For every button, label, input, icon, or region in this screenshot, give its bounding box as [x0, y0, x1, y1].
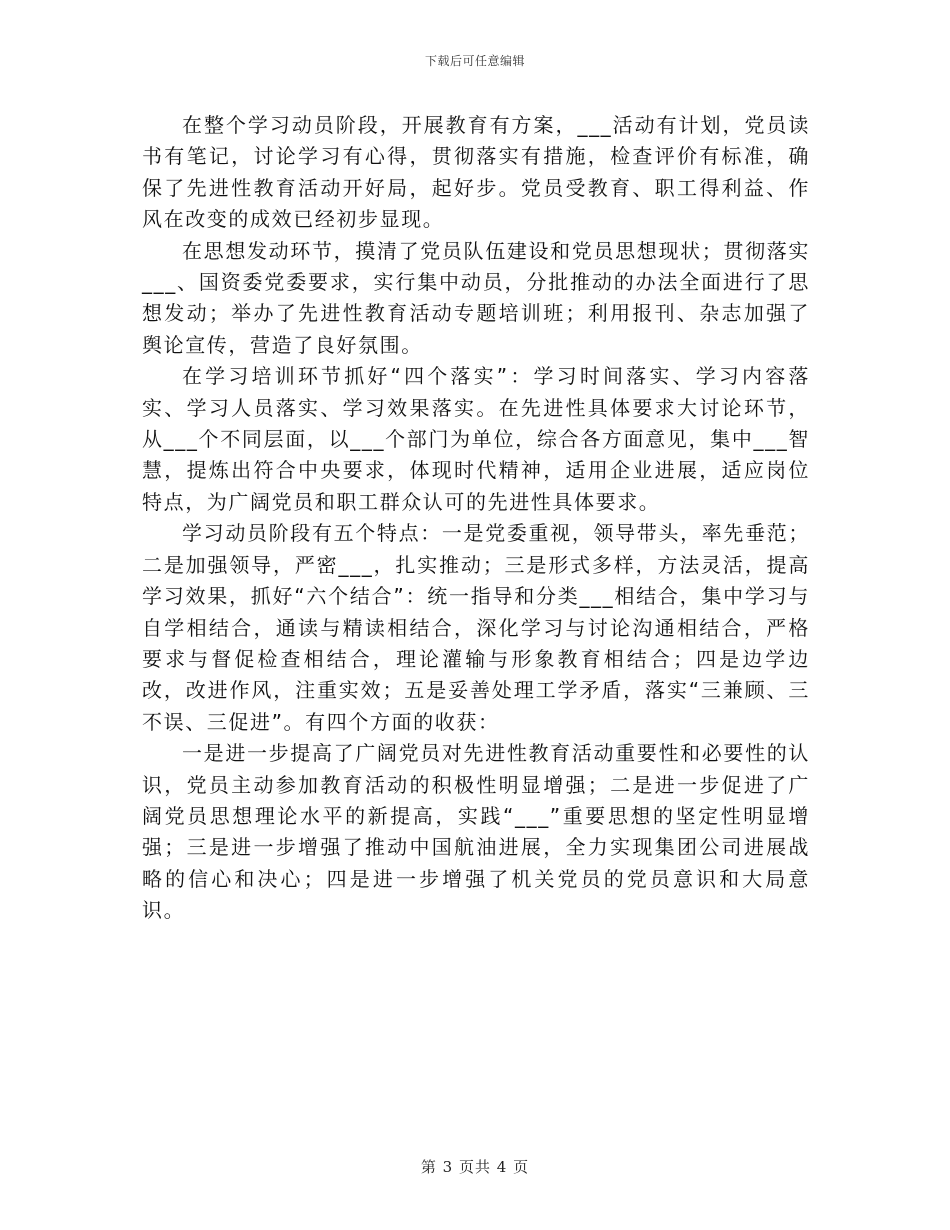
- paragraph-4: 学习动员阶段有五个特点：一是党委重视，领导带头，率先垂范；二是加强领导，严密___，扎实推动；三是形式多样，方法灵活，提高学习效果，抓好“六个结合”：统一指导和分类___相结合，集中学习与自学相结合，通读与精读相结合，深化学习与讨论沟通相结合，严格要求与督促检查相结合，理论灌输与形象教育相结合；四是边学边改，改进作风，注重实效；五是妥善处理工学矛盾，落实“三兼顾、三不误、三促进”。有四个方面的收获：: [142, 521, 810, 734]
- paragraph-5: 一是进一步提高了广阔党员对先进性教育活动重要性和必要性的认识，党员主动参加教育活动的积极性明显增强；二是进一步促进了广阔党员思想理论水平的新提高，实践“___”重要思想的坚定性明显增强；三是进一步增强了推动中国航油进展，全力实现集团公司进展战略的信心和决心；四是进一步增强了机关党员的党员意识和大局意识。: [142, 741, 810, 923]
- paragraph-3: 在学习培训环节抓好“四个落实”：学习时间落实、学习内容落实、学习人员落实、学习效果落实。在先进性具体要求大讨论环节，从___个不同层面，以___个部门为单位，综合各方面意见，集中___智慧，提炼出符合中央要求，体现时代精神，适用企业进展，适应岗位特点，为广阔党员和职工群众认可的先进性具体要求。: [142, 364, 810, 514]
- paragraph-2: 在思想发动环节，摸清了党员队伍建设和党员思想现状；贯彻落实___、国资委党委要求，实行集中动员，分批推动的办法全面进行了思想发动；举办了先进性教育活动专题培训班；利用报刊、杂志加强了舆论宣传，营造了良好氛围。: [142, 238, 810, 357]
- document-body: [142, 110, 810, 927]
- paragraph-1: 在整个学习动员阶段，开展教育有方案，___活动有计划，党员读书有笔记，讨论学习有心得，贯彻落实有措施，检查评价有标准，确保了先进性教育活动开好局，起好步。党员受教育、职工得利益、作风在改变的成效已经初步显现。: [142, 113, 810, 232]
- page-number-footer: 第 3 页共 4 页: [420, 1158, 530, 1176]
- page-header-note: 下载后可任意编辑: [424, 54, 525, 68]
